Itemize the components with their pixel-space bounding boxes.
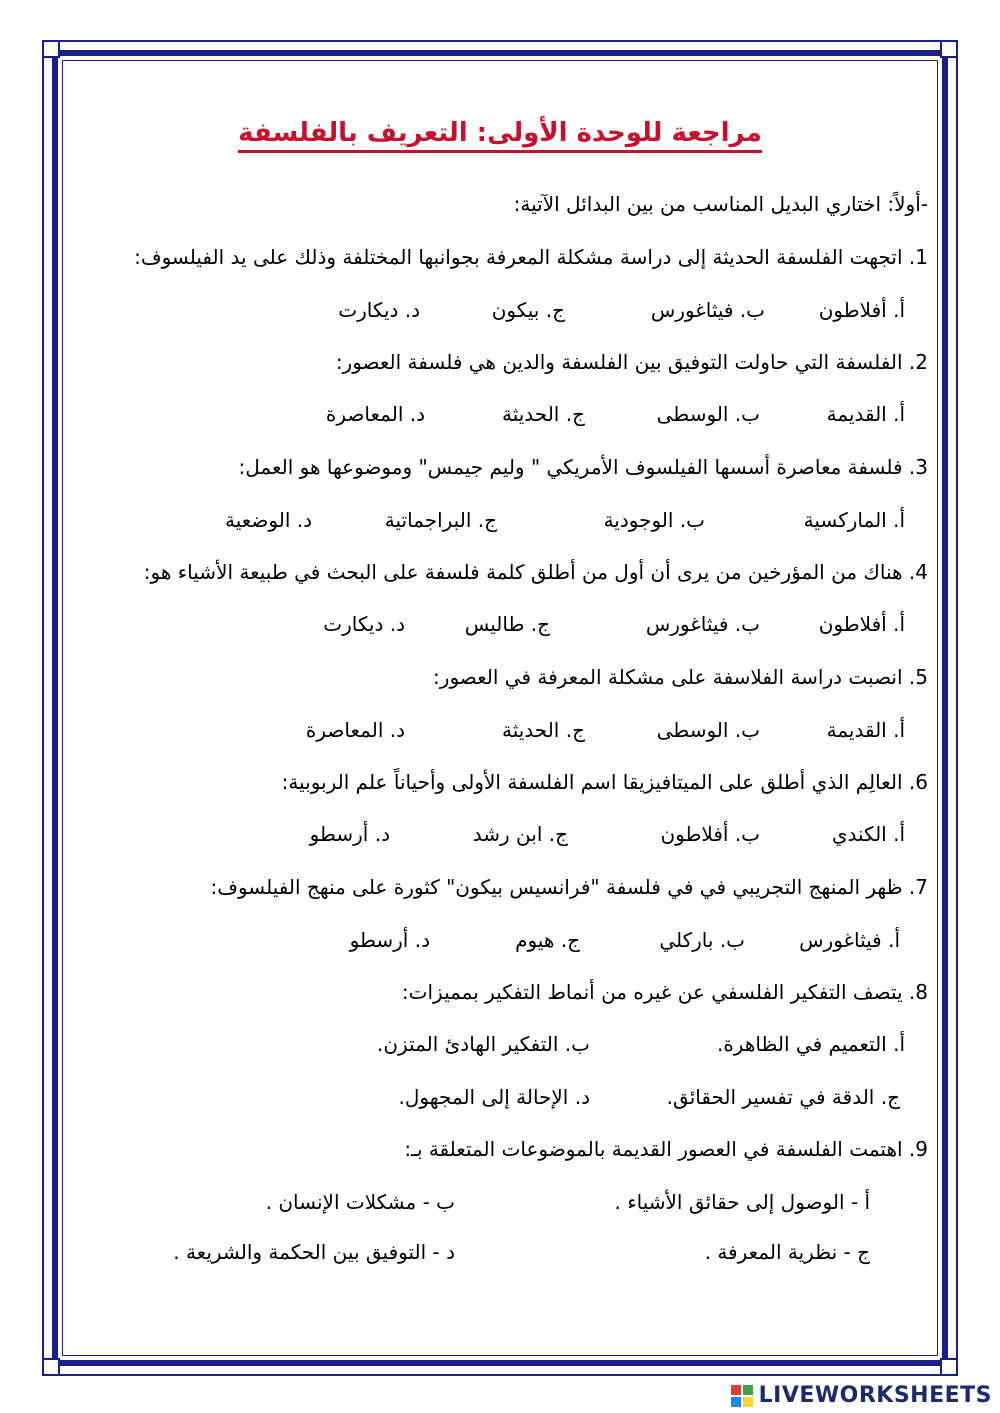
option-c[interactable]: ج. بيكون <box>491 298 565 322</box>
option-d[interactable]: د. المعاصرة <box>325 402 425 426</box>
option-c[interactable]: ج. الدقة في تفسير الحقائق. <box>666 1085 900 1109</box>
option-a[interactable]: أ. الكندي <box>831 822 905 846</box>
option-d[interactable]: د - التوفيق بين الحكمة والشريعة . <box>173 1240 455 1264</box>
option-a[interactable]: أ. القديمة <box>826 718 905 742</box>
option-d[interactable]: د. أرسطو <box>309 822 390 846</box>
option-b[interactable]: ب - مشكلات الإنسان . <box>265 1190 455 1214</box>
question-text: ظهر المنهج التجريبي في في فلسفة "فرانسيس بيكون" كثورة على منهج الفيلسوف: <box>210 875 903 899</box>
option-a[interactable]: أ. الماركسية <box>803 508 905 532</box>
option-d[interactable]: د. ديكارت <box>323 612 405 636</box>
question-7 <box>210 875 928 899</box>
question-number: 5. <box>908 665 928 689</box>
question-number: 3. <box>908 455 928 479</box>
option-d[interactable]: د. أرسطو <box>349 928 430 952</box>
option-c[interactable]: ج. الحديثة <box>501 402 585 426</box>
option-c[interactable]: ج. البراجماتية <box>384 508 497 532</box>
question-text: هناك من المؤرخين من يرى أن أول من أطلق كلمة فلسفة على البحث في طبيعة الأشياء هو: <box>143 560 903 584</box>
option-b[interactable]: ب. الوسطى <box>656 718 760 742</box>
option-a[interactable]: أ. التعميم في الظاهرة. <box>716 1032 905 1056</box>
logo-text: LIVEWORKSHEETS <box>758 1383 992 1408</box>
option-d[interactable]: د. الوضعية <box>225 508 312 532</box>
question-text: اتجهت الفلسفة الحديثة إلى دراسة مشكلة المعرفة بجوانبها المختلفة وذلك على يد الفيلسوف: <box>134 245 903 269</box>
option-d[interactable]: د. المعاصرة <box>305 718 405 742</box>
option-a[interactable]: أ. فيثاغورس <box>799 928 900 952</box>
question-6 <box>282 770 928 794</box>
question-2 <box>336 350 928 374</box>
option-a[interactable]: أ - الوصول إلى حقائق الأشياء . <box>614 1190 870 1214</box>
question-text: يتصف التفكير الفلسفي عن غيره من أنماط التفكير بمميزات: <box>401 980 903 1004</box>
option-d[interactable]: د. ديكارت <box>338 298 420 322</box>
question-text: انصبت دراسة الفلاسفة على مشكلة المعرفة في العصور: <box>433 665 903 689</box>
question-text: الفلسفة التي حاولت التوفيق بين الفلسفة والدين هي فلسفة العصور: <box>335 350 903 374</box>
question-9 <box>404 1137 928 1161</box>
frame-corner <box>42 1358 60 1376</box>
option-a[interactable]: أ. أفلاطون <box>818 298 905 322</box>
question-text: فلسفة معاصرة أسسها الفيلسوف الأمريكي " وليم جيمس" وموضوعها هو العمل: <box>238 455 903 479</box>
option-b[interactable]: ب. الوسطى <box>656 402 760 426</box>
option-c[interactable]: ج. طاليس <box>464 612 550 636</box>
question-number: 4. <box>908 560 928 584</box>
question-number: 8. <box>908 980 928 1004</box>
frame-corner <box>940 40 958 58</box>
question-5 <box>433 665 928 689</box>
option-b[interactable]: ب. التفكير الهادئ المتزن. <box>376 1032 590 1056</box>
question-number: 6. <box>908 770 928 794</box>
logo-squares-icon <box>731 1385 753 1407</box>
option-c[interactable]: ج. ابن رشد <box>472 822 568 846</box>
option-d[interactable]: د. الإحالة إلى المجهول. <box>398 1085 590 1109</box>
liveworksheets-logo[interactable] <box>731 1383 992 1408</box>
page-title: مراجعة للوحدة الأولى: التعريف بالفلسفة <box>0 118 1000 148</box>
question-number: 2. <box>908 350 928 374</box>
option-b[interactable]: ب. أفلاطون <box>660 822 760 846</box>
question-3 <box>239 455 928 479</box>
option-c[interactable]: ج. هيوم <box>515 928 580 952</box>
option-b[interactable]: ب. فيثاغورس <box>650 298 765 322</box>
question-text: العالِم الذي أطلق على الميتافيزيقا اسم الفلسفة الأولى وأحياناً علم الربوبية: <box>281 770 903 794</box>
option-c[interactable]: ج. الحديثة <box>501 718 585 742</box>
option-c[interactable]: ج - نظرية المعرفة . <box>704 1240 870 1264</box>
frame-corner <box>940 1358 958 1376</box>
question-8 <box>402 980 928 1004</box>
frame-corner <box>42 40 60 58</box>
question-number: 9. <box>908 1137 928 1161</box>
option-a[interactable]: أ. أفلاطون <box>818 612 905 636</box>
question-1 <box>134 245 928 269</box>
question-4 <box>144 560 928 584</box>
question-text: اهتمت الفلسفة في العصور القديمة بالموضوعات المتعلقة بـ: <box>404 1137 903 1161</box>
option-a[interactable]: أ. القديمة <box>826 402 905 426</box>
option-b[interactable]: ب. الوجودية <box>603 508 705 532</box>
instructions: -أولاً: اختاري البديل المناسب من بين البدائل الآتية: <box>513 192 928 216</box>
option-b[interactable]: ب. فيثاغورس <box>645 612 760 636</box>
question-number: 7. <box>908 875 928 899</box>
option-b[interactable]: ب. باركلي <box>659 928 745 952</box>
question-number: 1. <box>908 245 928 269</box>
